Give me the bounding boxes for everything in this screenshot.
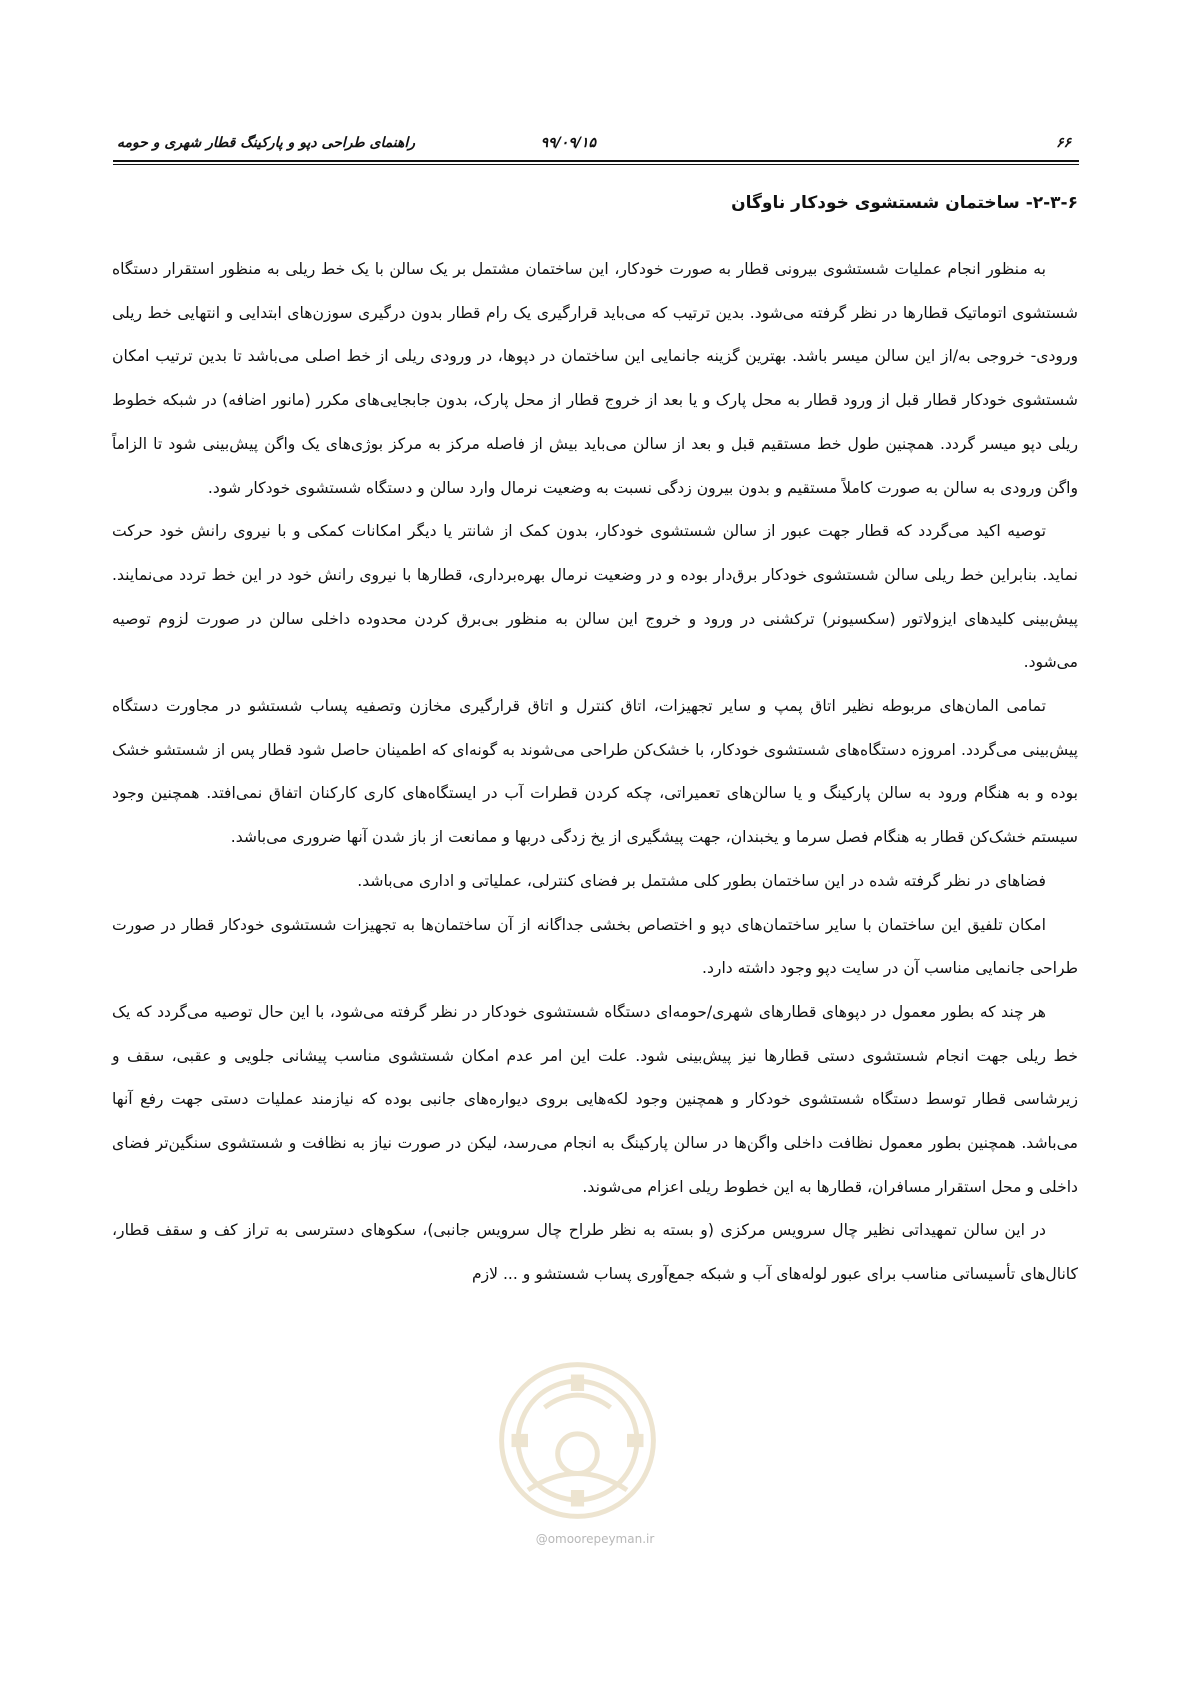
paragraph: در این سالن تمهیداتی نظیر چال سرویس مرکزی (و بسته به نظر طراح چال سرویس جانبی)، سکوهای دسترسی به تراز کف و سقف قطار، کانال‌های تأسیساتی مناسب برای عبور لوله‌های آب و شبکه جمع‌آوری پساب شستشو و ... لازم	[112, 1221, 1078, 1284]
watermark-logo	[495, 1358, 660, 1523]
paragraph: به منظور انجام عملیات شستشوی بیرونی قطار به صورت خودکار، این ساختمان مشتمل بر یک سالن با یک خط ریلی به منظور استقرار دستگاه شستشوی اتوماتیک قطارها در نظر گرفته می‌شود. بدین ترتیب که می‌باید قرارگیری یک رام قطار بدون درگیری سوزن‌های ابتدایی و انتهایی خط ریلی ورودی- خروجی به/از این سالن میسر باشد. بهترین گزینه جانمایی این ساختمان در دپوها، در ورودی ریلی از خط اصلی می‌باشد تا بدین ترتیب امکان شستشوی خودکار قطار قبل از ورود قطار به محل پارک و یا بعد از خروج قطار از محل پارک، بدون جابجایی‌های مکرر (مانور اضافه) در شبکه خطوط ریلی دپو میسر گردد. همچنین طول خط مستقیم قبل و بعد از سالن می‌باید بیش از فاصله مرکز به مرکز بوژی‌های یک واگن پیش‌بینی شود تا الزاماً واگن ورودی به سالن به صورت کاملاً مستقیم و بدون بیرون زدگی نسبت به وضعیت نرمال وارد سالن و دستگاه شستشوی خودکار شود.	[112, 260, 1078, 497]
body-text	[112, 248, 1078, 1297]
page-number: ۶۶	[1055, 135, 1071, 151]
header-rule	[113, 160, 1079, 162]
watermark-url: @omoorepeyman.ir	[535, 1532, 655, 1546]
paragraph: تمامی المان‌های مربوطه نظیر اتاق پمپ و سایر تجهیزات، اتاق کنترل و اتاق قرارگیری مخازن وتصفیه پساب شستشو در مجاورت دستگاه پیش‌بینی می‌گردد. امروزه دستگاه‌های شستشوی خودکار، با خشک‌کن طراحی می‌شوند به گونه‌ای که اطمینان حاصل شود قطار پس از شستشو خشک بوده و به هنگام ورود به سالن پارکینگ و یا سالن‌های تعمیراتی، چکه کردن قطرات آب در ایستگاه‌های کاری کارکنان اتفاق نمی‌افتد. همچنین وجود سیستم خشک‌کن قطار به هنگام فصل سرما و یخبندان، جهت پیشگیری از یخ زدگی دربها و ممانعت از باز شدن آنها ضروری می‌باشد.	[112, 697, 1078, 847]
header-rule-thin	[113, 164, 1079, 165]
paragraph: امکان تلفیق این ساختمان با سایر ساختمان‌های دپو و اختصاص بخشی جداگانه از آن ساختمان‌ها به تجهیزات شستشوی خودکار قطار در صورت طراحی جانمایی مناسب آن در سایت دپو وجود داشته دارد.	[112, 915, 1078, 978]
paragraph: توصیه اکید می‌گردد که قطار جهت عبور از سالن شستشوی خودکار، بدون کمک از شانتر یا دیگر امکانات کمکی و با نیروی رانش خود حرکت نماید. بنابراین خط ریلی سالن شستشوی خودکار برق‌دار بوده و در وضعیت نرمال بهره‌برداری، قطارها با نیروی رانش خود در این خط تردد می‌نمایند. پیش‌بینی کلیدهای ایزولاتور (سکسیونر) ترکشنی در ورود و خروج این سالن به منظور بی‌برق کردن محدوده داخلی سالن در صورت لزوم توصیه می‌شود.	[112, 522, 1078, 672]
running-header	[113, 132, 1079, 154]
paragraph: فضاهای در نظر گرفته شده در این ساختمان بطور کلی مشتمل بر فضای کنترلی، عملیاتی و اداری می‌باشد.	[357, 871, 1046, 890]
header-date: ۹۹/۰۹/۱۵	[540, 135, 596, 151]
header-title: راهنمای طراحی دپو و پارکینگ قطار شهری و حومه	[117, 135, 416, 151]
section-heading: ۲-۳-۶- ساختمان شستشوی خودکار ناوگان	[731, 193, 1078, 213]
paragraph: هر چند که بطور معمول در دپوهای قطارهای شهری/حومه‌ای دستگاه شستشوی خودکار در نظر گرفته می‌شود، با این حال توصیه می‌گردد که یک خط ریلی جهت انجام شستشوی دستی قطارها نیز پیش‌بینی شود. علت این امر عدم امکان شستشوی مناسب پیشانی جلویی و عقبی، سقف و زیرشاسی قطار توسط دستگاه شستشوی خودکار و همچنین وجود لکه‌هایی بروی دیواره‌های جانبی بوده که نیازمند عملیات دستی جهت رفع آنها می‌باشد. همچنین بطور معمول نظافت داخلی واگن‌ها در سالن پارکینگ به انجام می‌رسد، لیکن در صورت نیاز به نظافت و شستشوی سنگین‌تر فضای داخلی و محل استقرار مسافران، قطارها به این خطوط ریلی اعزام می‌شوند.	[112, 1002, 1078, 1196]
